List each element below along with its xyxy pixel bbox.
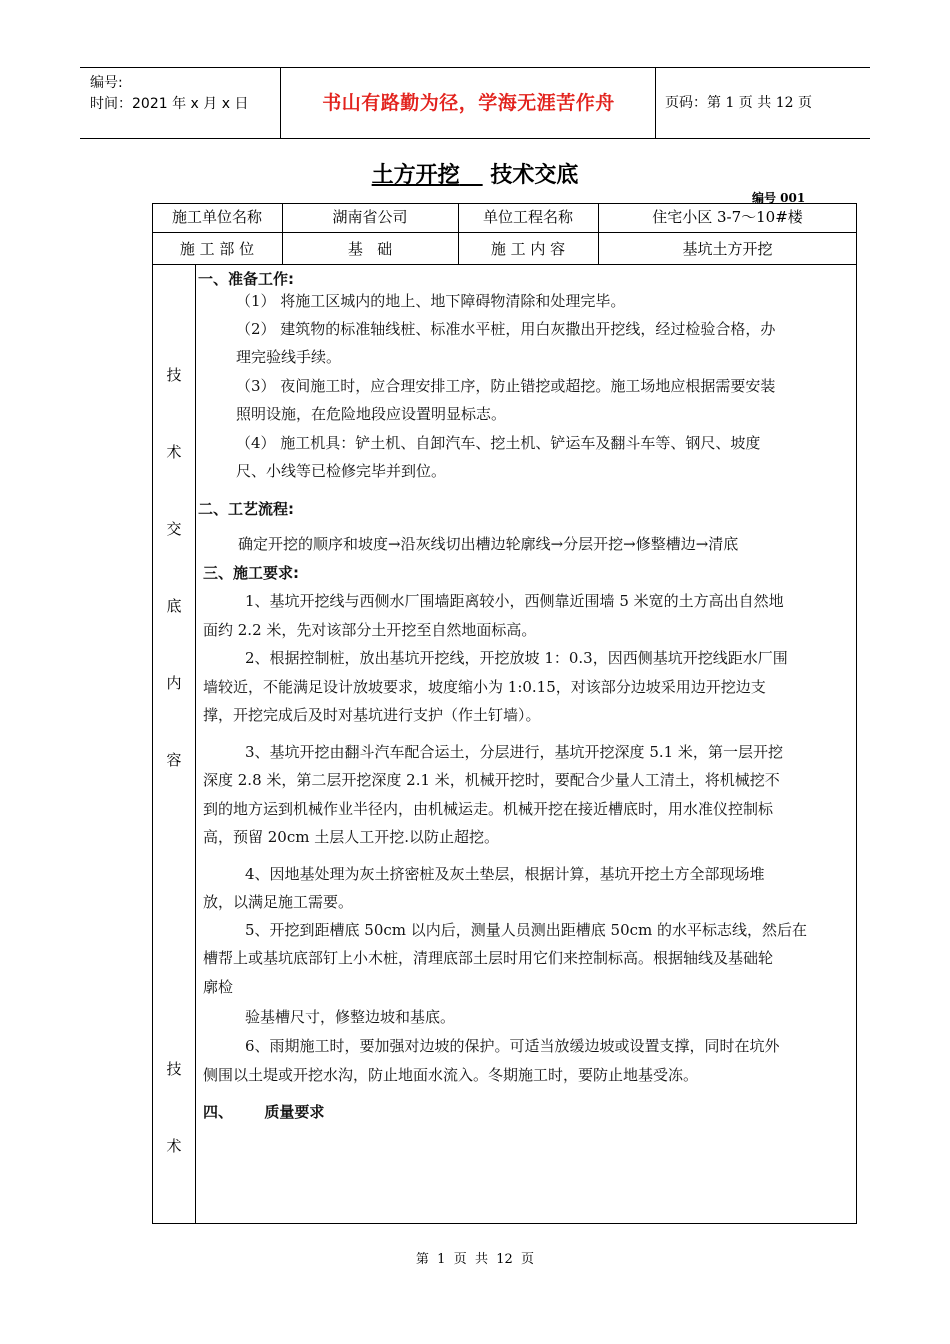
content-line: 撑，开挖完成后及时对基坑进行支护（作土钉墙）。 [203,706,541,724]
motto: 书山有路勤为径，学海无涯苦作舟 [322,92,615,114]
section-heading: 一、准备工作: [198,270,294,288]
cell-part-value: 基 础 [347,240,393,258]
content-line: 理完验线手续。 [236,348,342,366]
content-line: 深度 2.8 米，第二层开挖深度 2.1 米，机械开挖时，要配合少量人工清土，将机械挖不 [203,771,780,789]
page-info: 页码：第 1 页 共 12 页 [665,95,812,111]
content-line: （4） 施工机具：铲土机、自卸汽车、挖土机、铲运车及翻斗车等、钢尺、坡度 [236,434,761,452]
content-line: 廓检 [203,978,234,996]
cell-content-value: 基坑土方开挖 [682,240,773,258]
document-title [0,158,950,189]
side-label-char: 术 [166,443,182,461]
title-part2: 技术交底 [490,162,579,188]
side-label-char: 容 [166,751,182,769]
document-code: 编号 001 [752,191,806,205]
section-heading: 四、 质量要求 [203,1103,325,1121]
content-line: （2） 建筑物的标准轴线桩、标准水平桩，用白灰撒出开挖线，经过检验合格，办 [236,320,776,338]
content-line: 到的地方运到机械作业半径内，由机械运走。机械开挖在接近槽底时，用水准仪控制标 [203,800,774,818]
number-label: 编号: [90,75,123,91]
page-footer: 第 1 页 共 12 页 [415,1252,535,1267]
content-line: 4、因地基处理为灰土挤密桩及灰土垫层，根据计算，基坑开挖土方全部现场堆 [245,865,765,883]
cell-unit-value: 湖南省公司 [332,208,408,226]
side-label-char: 术 [166,1137,182,1155]
content-line: 6、雨期施工时，要加强对边坡的保护。可适当放缓边坡或设置支撑，同时在坑外 [245,1037,780,1055]
header-divider [280,68,281,138]
cell-unit-label: 施工单位名称 [171,208,262,226]
table-rule [152,232,857,233]
cell-project-value: 住宅小区 3-7～10#楼 [652,208,803,226]
content-line: 3、基坑开挖由翻斗汽车配合运土，分层进行，基坑开挖深度 5.1 米，第一层开挖 [245,743,783,761]
side-label-char: 底 [166,597,182,615]
content-line: 高，预留 20cm 土层人工开挖.以防止超挖。 [203,828,500,846]
content-line: 2、根据控制桩，放出基坑开挖线，开挖放坡 1：0.3，因西侧基坑开挖线距水厂围 [245,649,788,667]
section-heading: 三、施工要求: [203,564,299,582]
side-label-char: 内 [166,674,182,692]
cell-content-label: 施 工 内 容 [490,240,566,258]
content-line: 确定开挖的顺序和坡度→沿灰线切出槽边轮廓线→分层开挖→修整槽边→清底 [238,535,739,553]
content-line: 侧围以土堤或开挖水沟，防止地面水流入。冬期施工时，要防止地基受冻。 [203,1066,699,1084]
content-line: 尺、小线等已检修完毕并到位。 [236,462,447,480]
content-line: 5、开挖到距槽底 50cm 以内后，测量人员测出距槽底 50cm 的水平标志线，然后在 [245,921,808,939]
content-line: 面约 2.2 米，先对该部分土开挖至自然地面标高。 [203,621,537,639]
cell-project-label: 单位工程名称 [482,208,573,226]
side-label-char: 交 [166,520,182,538]
cell-part-label: 施 工 部 位 [179,240,255,258]
side-label-char: 技 [166,1060,182,1078]
date-line: 时间：2021 年 x 月 x 日 [90,96,249,112]
content-line: 1、基坑开挖线与西侧水厂围墙距离较小，西侧靠近围墙 5 米宽的土方高出自然地 [245,592,784,610]
section-heading: 二、工艺流程: [198,500,294,518]
title-part1: 土方开挖 [371,162,460,188]
page-header [80,67,870,139]
content-line: 放，以满足施工需要。 [203,893,354,911]
content-line: （1） 将施工区城内的地上、地下障碍物清除和处理完毕。 [236,292,626,310]
content-line: 槽帮上或基坑底部钉上小木桩，清理底部土层时用它们来控制标高。根据轴线及基础轮 [203,949,774,967]
content-line: 墙较近，不能满足设计放坡要求，坡度缩小为 1:0.15，对该部分边坡采用边开挖边支 [203,678,766,696]
table-rule [152,264,857,265]
side-label-char: 技 [166,366,182,384]
table-rule [195,264,196,1224]
content-line: （3） 夜间施工时，应合理安排工序，防止错挖或超挖。施工场地应根据需要安装 [236,377,776,395]
content-line: 照明设施，在危险地段应设置明显标志。 [236,405,507,423]
content-line: 验基槽尺寸，修整边坡和基底。 [245,1008,456,1026]
header-meta [90,73,248,115]
header-divider [655,68,656,138]
